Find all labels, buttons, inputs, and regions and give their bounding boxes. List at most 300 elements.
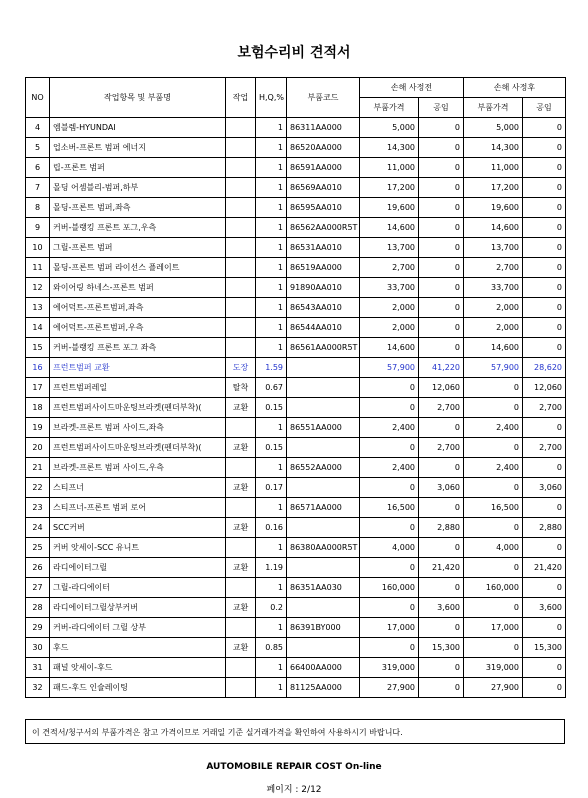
cell-price-after: 0 [464,598,523,618]
cell-labor-after: 0 [523,618,566,638]
estimate-table [25,77,566,698]
table-row [26,138,566,158]
cell-price-after: 27,900 [464,678,523,698]
cell-no: 31 [26,658,50,678]
cell-no: 23 [26,498,50,518]
cell-no: 29 [26,618,50,638]
table-header [26,78,566,118]
table-row [26,558,566,578]
cell-part-code [287,518,360,538]
cell-price-before: 5,000 [360,118,419,138]
cell-hq: 0.2 [256,598,287,618]
cell-item: SCC커버 [50,518,226,538]
cell-labor-before: 12,060 [419,378,464,398]
cell-part-code: 86561AA000R5T [287,338,360,358]
cell-hq: 1 [256,418,287,438]
cell-price-before: 0 [360,438,419,458]
cell-item: 프런트범퍼 교환 [50,358,226,378]
cell-price-before: 2,400 [360,458,419,478]
cell-work [226,298,256,318]
cell-item: 스티프너 [50,478,226,498]
price-notice: 이 견적서/청구서의 부품가격은 참고 가격이므로 거래일 기준 실거래가격을 확인하여 사용하시기 바랍니다. [25,719,565,744]
cell-part-code: 86562AA000R5T [287,218,360,238]
cell-part-code [287,358,360,378]
cell-no: 11 [26,258,50,278]
cell-hq: 1 [256,178,287,198]
cell-price-before: 17,000 [360,618,419,638]
cell-no: 32 [26,678,50,698]
table-row [26,658,566,678]
cell-labor-before: 2,880 [419,518,464,538]
cell-labor-before: 0 [419,578,464,598]
table-row [26,278,566,298]
cell-hq: 1 [256,338,287,358]
table-row [26,438,566,458]
cell-price-after: 0 [464,438,523,458]
cell-no: 8 [26,198,50,218]
cell-price-before: 2,400 [360,418,419,438]
cell-work [226,618,256,638]
cell-price-after: 5,000 [464,118,523,138]
cell-hq: 1 [256,498,287,518]
cell-labor-after: 28,620 [523,358,566,378]
cell-hq: 1 [256,618,287,638]
cell-item: 업소버-프론트 범퍼 에너지 [50,138,226,158]
header-labor-after: 공임 [523,98,566,118]
cell-labor-before: 0 [419,658,464,678]
cell-work [226,218,256,238]
cell-hq: 1 [256,318,287,338]
cell-hq: 0.16 [256,518,287,538]
cell-labor-before: 0 [419,618,464,638]
cell-work: 교환 [226,598,256,618]
cell-part-code: 86311AA000 [287,118,360,138]
cell-labor-after: 0 [523,458,566,478]
cell-price-after: 0 [464,518,523,538]
cell-item: 브라켓-프론트 범퍼 사이드,좌측 [50,418,226,438]
cell-no: 13 [26,298,50,318]
table-row [26,398,566,418]
cell-work [226,658,256,678]
table-row [26,598,566,618]
cell-part-code: 86552AA000 [287,458,360,478]
cell-labor-after: 21,420 [523,558,566,578]
cell-part-code: 86544AA010 [287,318,360,338]
cell-price-after: 17,200 [464,178,523,198]
cell-labor-before: 0 [419,458,464,478]
cell-no: 27 [26,578,50,598]
table-row [26,238,566,258]
cell-labor-before: 0 [419,418,464,438]
cell-labor-before: 0 [419,318,464,338]
header-no: NO [26,78,50,118]
cell-part-code: 86591AA000 [287,158,360,178]
cell-price-after: 11,000 [464,158,523,178]
cell-price-before: 0 [360,378,419,398]
cell-price-after: 14,300 [464,138,523,158]
table-row [26,158,566,178]
cell-labor-after: 15,300 [523,638,566,658]
cell-hq: 0.17 [256,478,287,498]
cell-price-before: 14,600 [360,338,419,358]
cell-price-before: 14,300 [360,138,419,158]
table-row [26,538,566,558]
cell-price-after: 2,400 [464,418,523,438]
cell-part-code [287,378,360,398]
cell-price-before: 160,000 [360,578,419,598]
cell-labor-before: 15,300 [419,638,464,658]
cell-price-before: 0 [360,558,419,578]
cell-labor-before: 3,060 [419,478,464,498]
cell-labor-after: 0 [523,418,566,438]
cell-no: 15 [26,338,50,358]
cell-price-after: 0 [464,378,523,398]
table-row [26,478,566,498]
document-title: 보험수리비 견적서 [237,45,351,61]
cell-hq: 1 [256,678,287,698]
cell-price-after: 160,000 [464,578,523,598]
cell-price-after: 0 [464,558,523,578]
cell-labor-after: 0 [523,158,566,178]
cell-item: 엠블렘-HYUNDAI [50,118,226,138]
cell-price-before: 0 [360,478,419,498]
cell-price-after: 2,000 [464,298,523,318]
cell-work [226,578,256,598]
table-row [26,258,566,278]
cell-item: 커버 앗세이-SCC 유니트 [50,538,226,558]
table-row [26,298,566,318]
cell-price-after: 2,700 [464,258,523,278]
cell-no: 19 [26,418,50,438]
cell-work: 도장 [226,358,256,378]
cell-hq: 1 [256,578,287,598]
cell-item: 에어덕트-프론트범퍼,우측 [50,318,226,338]
cell-labor-before: 0 [419,178,464,198]
cell-labor-after: 0 [523,298,566,318]
cell-part-code: 91890AA010 [287,278,360,298]
header-item: 작업항목 및 부품명 [50,78,226,118]
table-row [26,118,566,138]
cell-price-after: 33,700 [464,278,523,298]
cell-item: 프런트범퍼사이드마운팅브라켓(펜더부착)( [50,438,226,458]
cell-price-after: 0 [464,638,523,658]
cell-price-after: 19,600 [464,198,523,218]
cell-labor-before: 0 [419,278,464,298]
cell-item: 프런트범퍼사이드마운팅브라켓(펜더부착)( [50,398,226,418]
cell-labor-after: 0 [523,178,566,198]
cell-part-code: 81125AA000 [287,678,360,698]
table-row [26,378,566,398]
header-price-after: 부품가격 [464,98,523,118]
table-row [26,638,566,658]
cell-labor-after: 0 [523,218,566,238]
cell-part-code: 86519AA000 [287,258,360,278]
cell-no: 21 [26,458,50,478]
cell-labor-before: 0 [419,218,464,238]
cell-no: 12 [26,278,50,298]
cell-work [226,538,256,558]
cell-work [226,678,256,698]
cell-item: 라디에이터그릴 [50,558,226,578]
cell-part-code: 86520AA000 [287,138,360,158]
cell-price-before: 0 [360,518,419,538]
cell-part-code [287,398,360,418]
cell-work [226,118,256,138]
cell-price-before: 0 [360,398,419,418]
cell-labor-after: 3,600 [523,598,566,618]
cell-labor-before: 0 [419,158,464,178]
cell-item: 후드 [50,638,226,658]
cell-no: 22 [26,478,50,498]
cell-no: 6 [26,158,50,178]
cell-work [226,458,256,478]
cell-item: 브라켓-프론트 범퍼 사이드,우측 [50,458,226,478]
cell-labor-after: 3,060 [523,478,566,498]
cell-labor-before: 2,700 [419,398,464,418]
cell-labor-after: 2,700 [523,438,566,458]
cell-price-before: 319,000 [360,658,419,678]
cell-labor-before: 0 [419,298,464,318]
cell-hq: 1 [256,218,287,238]
cell-work [226,158,256,178]
cell-item: 패드-후드 인슐레이팅 [50,678,226,698]
cell-no: 24 [26,518,50,538]
cell-labor-after: 0 [523,278,566,298]
cell-price-before: 4,000 [360,538,419,558]
cell-labor-after: 0 [523,258,566,278]
cell-price-after: 17,000 [464,618,523,638]
cell-no: 20 [26,438,50,458]
cell-price-before: 27,900 [360,678,419,698]
cell-price-before: 14,600 [360,218,419,238]
cell-item: 프런트범퍼레일 [50,378,226,398]
cell-price-after: 319,000 [464,658,523,678]
cell-part-code: 66400AA000 [287,658,360,678]
cell-hq: 0.15 [256,398,287,418]
cell-no: 4 [26,118,50,138]
cell-labor-after: 0 [523,538,566,558]
cell-price-before: 0 [360,598,419,618]
header-hq: H,Q,% [256,78,287,118]
table-row [26,458,566,478]
cell-price-before: 57,900 [360,358,419,378]
cell-work [226,198,256,218]
header-price-before: 부품가격 [360,98,419,118]
cell-price-after: 0 [464,478,523,498]
cell-hq: 0.67 [256,378,287,398]
cell-hq: 1.59 [256,358,287,378]
cell-work: 교환 [226,398,256,418]
cell-no: 18 [26,398,50,418]
cell-labor-before: 41,220 [419,358,464,378]
cell-hq: 1 [256,198,287,218]
footer-brand: AUTOMOBILE REPAIR COST On-line [206,762,382,772]
cell-work [226,418,256,438]
cell-item: 패널 앗세이-후드 [50,658,226,678]
cell-part-code: 86569AA010 [287,178,360,198]
cell-no: 17 [26,378,50,398]
cell-part-code [287,438,360,458]
cell-labor-before: 21,420 [419,558,464,578]
cell-hq: 1 [256,658,287,678]
cell-item: 그릴-프론트 범퍼 [50,238,226,258]
cell-price-after: 16,500 [464,498,523,518]
cell-price-after: 2,400 [464,458,523,478]
header-labor-before: 공임 [419,98,464,118]
table-row [26,498,566,518]
cell-price-after: 2,000 [464,318,523,338]
cell-labor-before: 0 [419,258,464,278]
cell-labor-before: 2,700 [419,438,464,458]
table-row [26,358,566,378]
cell-work: 교환 [226,478,256,498]
cell-item: 그릴-라디에이터 [50,578,226,598]
cell-labor-after: 0 [523,658,566,678]
cell-work [226,258,256,278]
cell-price-after: 57,900 [464,358,523,378]
cell-part-code [287,478,360,498]
cell-hq: 0.15 [256,438,287,458]
cell-price-before: 17,200 [360,178,419,198]
table-row [26,418,566,438]
cell-work: 교환 [226,638,256,658]
cell-price-before: 2,000 [360,318,419,338]
cell-price-after: 0 [464,398,523,418]
cell-work: 교환 [226,558,256,578]
cell-labor-before: 0 [419,198,464,218]
header-before: 손해 사정전 [360,78,464,98]
cell-labor-after: 0 [523,318,566,338]
cell-part-code: 86551AA000 [287,418,360,438]
cell-labor-after: 0 [523,338,566,358]
cell-labor-before: 0 [419,338,464,358]
cell-work [226,138,256,158]
cell-price-before: 2,700 [360,258,419,278]
cell-part-code: 86595AA010 [287,198,360,218]
cell-hq: 1 [256,238,287,258]
cell-labor-after: 0 [523,498,566,518]
cell-item: 에어덕트-프론트범퍼,좌측 [50,298,226,318]
table-row [26,518,566,538]
cell-labor-before: 0 [419,498,464,518]
cell-labor-after: 2,700 [523,398,566,418]
cell-hq: 1 [256,118,287,138]
cell-no: 9 [26,218,50,238]
table-row [26,678,566,698]
table-row [26,338,566,358]
cell-labor-after: 0 [523,238,566,258]
cell-price-before: 33,700 [360,278,419,298]
cell-price-before: 13,700 [360,238,419,258]
cell-price-before: 19,600 [360,198,419,218]
table-row [26,218,566,238]
cell-work: 교환 [226,518,256,538]
cell-labor-before: 0 [419,538,464,558]
cell-part-code: 86391BY000 [287,618,360,638]
cell-hq: 1 [256,158,287,178]
cell-labor-before: 0 [419,138,464,158]
cell-price-before: 16,500 [360,498,419,518]
cell-part-code: 86531AA010 [287,238,360,258]
cell-work [226,498,256,518]
cell-item: 몰딩-프론트 범퍼,좌측 [50,198,226,218]
cell-price-before: 0 [360,638,419,658]
cell-hq: 1.19 [256,558,287,578]
header-work: 작업 [226,78,256,118]
table-row [26,318,566,338]
cell-price-after: 14,600 [464,338,523,358]
cell-hq: 1 [256,298,287,318]
page-number: 페이지 : 2/12 [266,785,322,795]
cell-labor-before: 0 [419,118,464,138]
cell-labor-after: 12,060 [523,378,566,398]
cell-labor-after: 2,880 [523,518,566,538]
cell-hq: 1 [256,278,287,298]
cell-labor-before: 0 [419,678,464,698]
cell-price-after: 4,000 [464,538,523,558]
cell-labor-before: 0 [419,238,464,258]
cell-no: 26 [26,558,50,578]
cell-part-code [287,558,360,578]
cell-part-code: 86543AA010 [287,298,360,318]
cell-no: 5 [26,138,50,158]
header-after: 손해 사정후 [464,78,566,98]
cell-no: 10 [26,238,50,258]
cell-labor-after: 0 [523,138,566,158]
cell-no: 14 [26,318,50,338]
cell-work [226,338,256,358]
cell-labor-after: 0 [523,198,566,218]
cell-labor-after: 0 [523,118,566,138]
cell-work: 교환 [226,438,256,458]
cell-price-before: 11,000 [360,158,419,178]
cell-price-after: 13,700 [464,238,523,258]
table-row [26,198,566,218]
cell-item: 커버-라디에이터 그릴 상부 [50,618,226,638]
cell-work [226,278,256,298]
cell-hq: 1 [256,138,287,158]
cell-part-code [287,598,360,618]
cell-hq: 1 [256,258,287,278]
cell-item: 몰딩 어셈블리-범퍼,하부 [50,178,226,198]
cell-item: 스티프너-프론트 범퍼 로어 [50,498,226,518]
cell-work [226,178,256,198]
cell-labor-before: 3,600 [419,598,464,618]
cell-work: 탈착 [226,378,256,398]
cell-item: 라디에이터그릴상부커버 [50,598,226,618]
cell-work [226,238,256,258]
cell-hq: 0.85 [256,638,287,658]
header-code: 부품코드 [287,78,360,118]
cell-item: 립-프론트 범퍼 [50,158,226,178]
cell-labor-after: 0 [523,578,566,598]
cell-labor-after: 0 [523,678,566,698]
cell-no: 30 [26,638,50,658]
table-body [26,118,566,698]
cell-price-before: 2,000 [360,298,419,318]
table-row [26,618,566,638]
table-row [26,178,566,198]
table-row [26,578,566,598]
cell-part-code [287,638,360,658]
cell-part-code: 86380AA000R5T [287,538,360,558]
cell-item: 커버-블랭킹 프론트 포그 좌측 [50,338,226,358]
cell-work [226,318,256,338]
cell-part-code: 86571AA000 [287,498,360,518]
cell-price-after: 14,600 [464,218,523,238]
cell-no: 16 [26,358,50,378]
cell-item: 와이어링 하네스-프론트 범퍼 [50,278,226,298]
